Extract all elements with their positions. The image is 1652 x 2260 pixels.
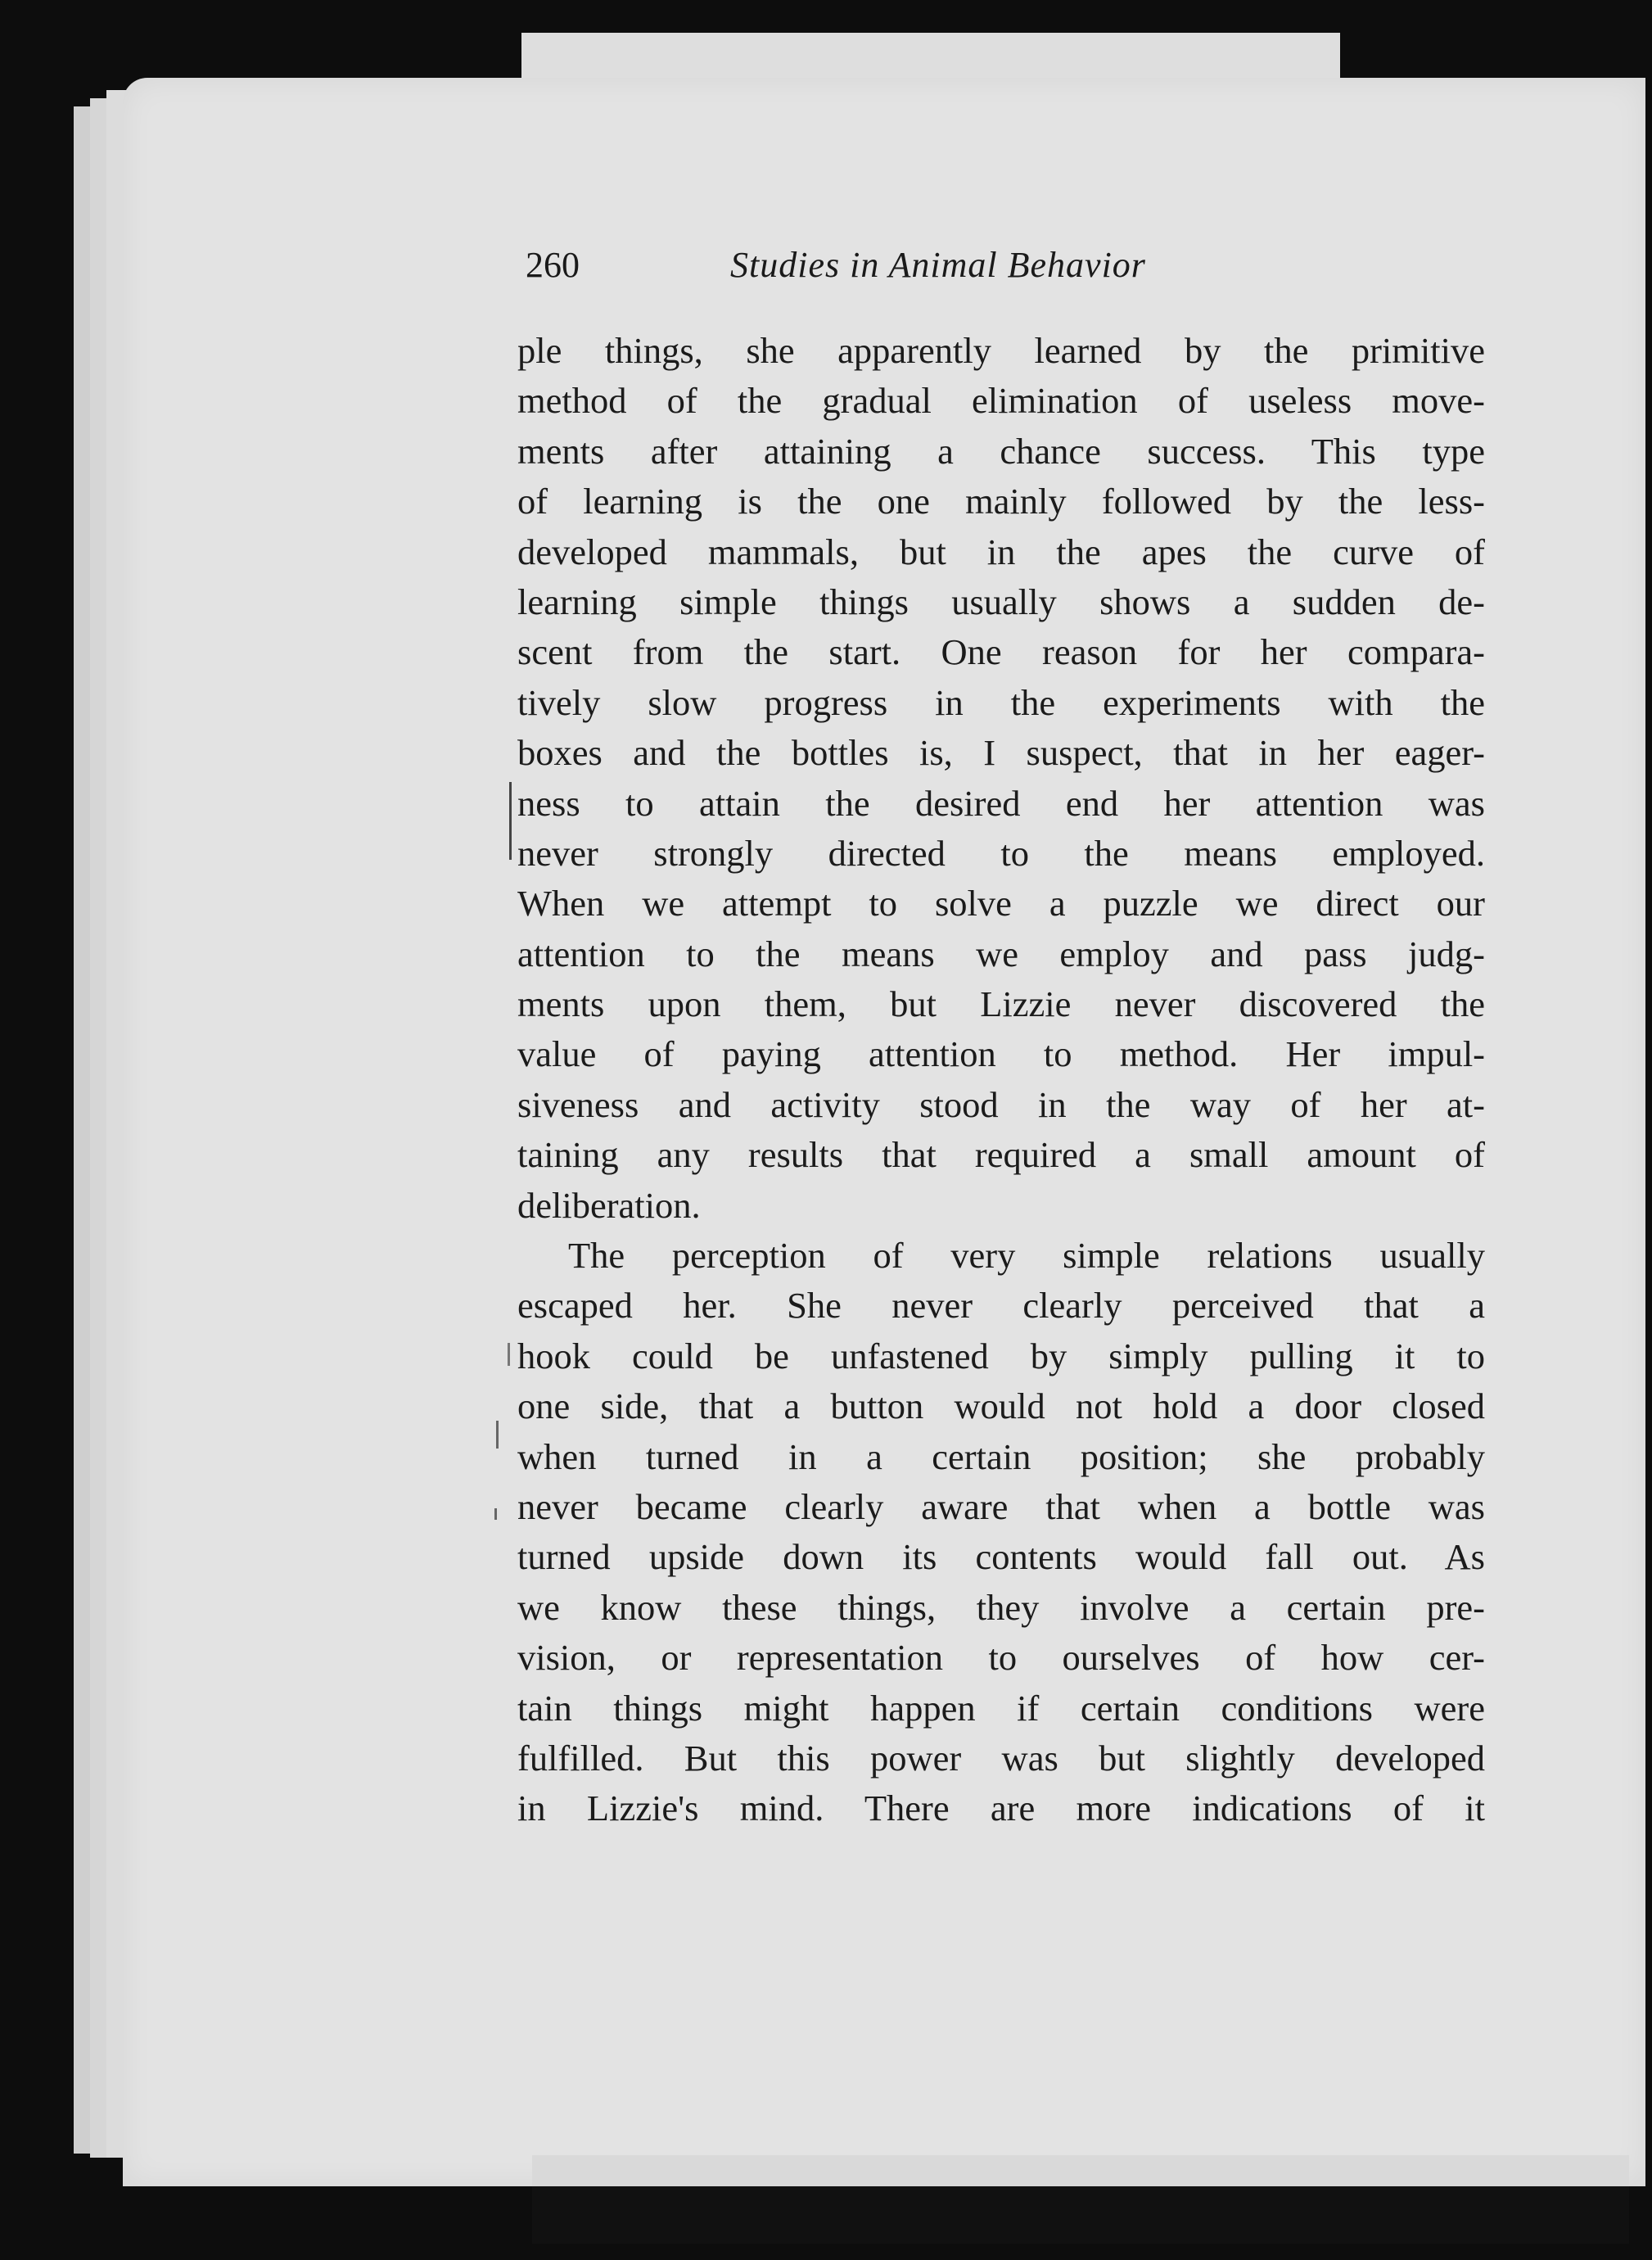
text-line: never strongly directed to the means employed. [517, 832, 1485, 874]
margin-mark [496, 1421, 499, 1449]
text-line: taining any results that required a small amount of [517, 1134, 1485, 1176]
text-line: deliberation. [517, 1184, 701, 1226]
text-line: tively slow progress in the experiments with the [517, 681, 1485, 723]
text-line: vision, or representation to ourselves of how cer- [517, 1637, 1485, 1679]
text-line: hook could be unfastened by simply pulling it to [517, 1335, 1485, 1376]
text-line: The perception of very simple relations usually [568, 1235, 1485, 1277]
text-line: tain things might happen if certain conditions were [517, 1687, 1485, 1729]
text-line: ments after attaining a chance success. This type [517, 430, 1485, 472]
running-head [526, 244, 1475, 293]
text-line: never became clearly aware that when a bottle was [517, 1485, 1485, 1527]
text-line: fulfilled. But this power was but slightly developed [517, 1737, 1485, 1779]
text-line: of learning is the one mainly followed by the less- [517, 481, 1485, 522]
binding-shadow [532, 2186, 1629, 2244]
text-line: attention to the means we employ and pass judg- [517, 933, 1485, 974]
margin-mark [508, 1343, 510, 1366]
text-line: one side, that a button would not hold a door closed [517, 1385, 1485, 1427]
text-line: we know these things, they involve a certain pre- [517, 1586, 1485, 1628]
text-line: in Lizzie's mind. There are more indications of it [517, 1788, 1485, 1829]
margin-mark [509, 782, 512, 860]
text-line: scent from the start. One reason for her compara- [517, 631, 1485, 673]
text-line: boxes and the bottles is, I suspect, that in her eager- [517, 732, 1485, 774]
text-line: turned upside down its contents would fall out. As [517, 1536, 1485, 1578]
text-line: siveness and activity stood in the way of her at- [517, 1083, 1485, 1125]
text-line: When we attempt to solve a puzzle we direct our [517, 883, 1485, 924]
text-line: when turned in a certain position; she probably [517, 1435, 1485, 1477]
running-title: Studies in Animal Behavior [730, 245, 1146, 285]
next-page-strip [532, 2155, 1629, 2186]
page-number: 260 [526, 245, 580, 285]
text-line: ness to attain the desired end her attention was [517, 782, 1485, 824]
margin-mark [494, 1508, 497, 1520]
body-text [517, 326, 1485, 1834]
text-line: ments upon them, but Lizzie never discovered the [517, 983, 1485, 1025]
text-line: developed mammals, but in the apes the curve of [517, 531, 1485, 572]
text-line: value of paying attention to method. Her impul- [517, 1033, 1485, 1075]
text-line: learning simple things usually shows a sudden de- [517, 581, 1485, 622]
text-line: ple things, she apparently learned by the primitive [517, 330, 1485, 371]
text-line: method of the gradual elimination of useless move- [517, 380, 1485, 422]
text-line: escaped her. She never clearly perceived that a [517, 1285, 1485, 1327]
